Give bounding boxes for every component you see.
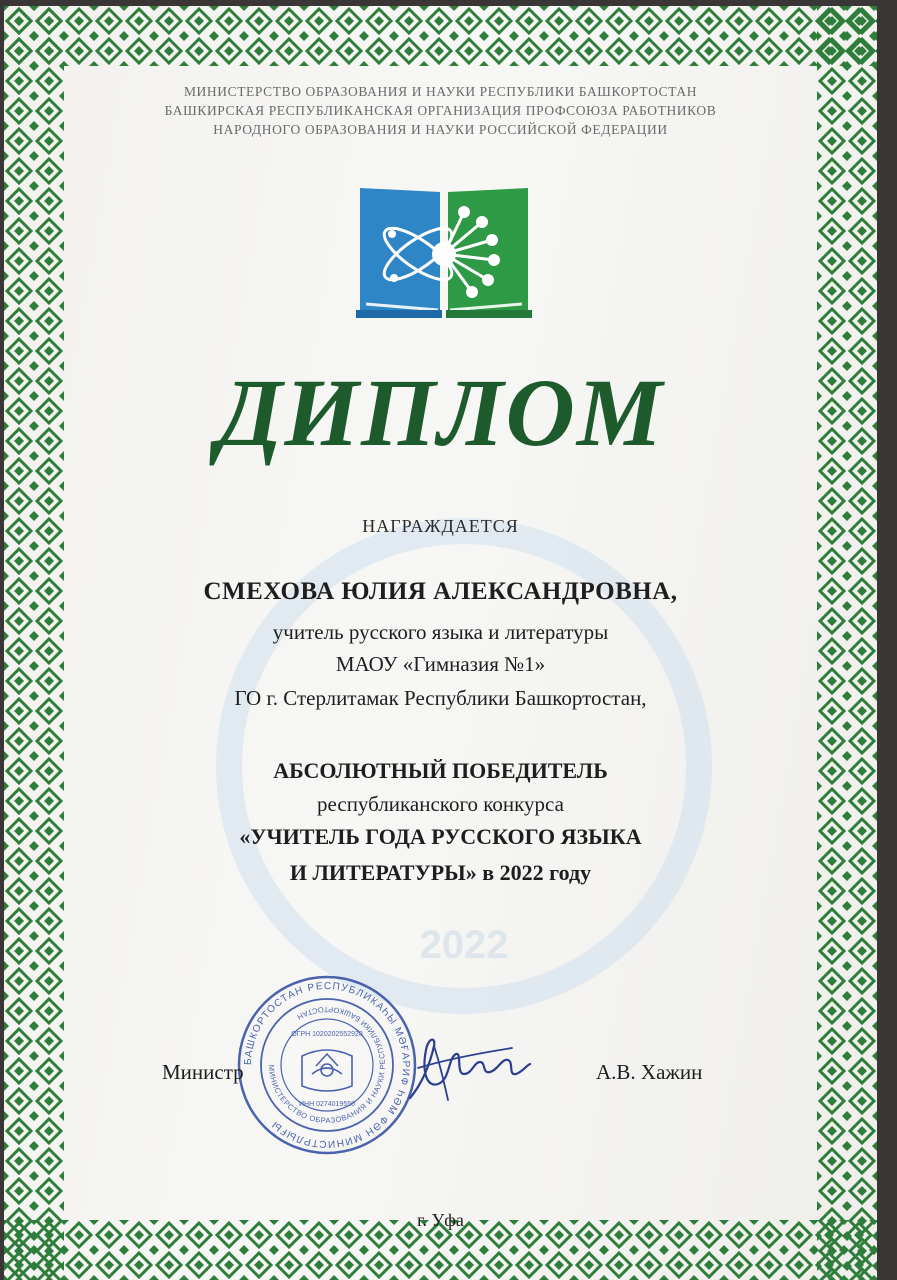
- diploma-title: ДИПЛОМ: [216, 359, 665, 466]
- recipient-location: ГО г. Стерлитамак Республики Башкортостан,: [234, 686, 647, 710]
- org-line-1: МИНИСТЕРСТВО ОБРАЗОВАНИЯ И НАУКИ РЕСПУБЛИКИ БАШКОРТОСТАН: [183, 84, 698, 99]
- ornament-border-top: [4, 6, 877, 66]
- signer-name: А.В. Хажин: [596, 1060, 703, 1084]
- seal-inner-text: МИНИСТЕРСТВО ОБРАЗОВАНИЯ И НАУКИ РЕСПУБЛИКИ БАШКОРТОСТАН: [266, 1004, 388, 1126]
- recipient-school: МАОУ «Гимназия №1»: [335, 652, 546, 676]
- org-line-2: БАШКИРСКАЯ РЕСПУБЛИКАНСКАЯ ОРГАНИЗАЦИЯ ПРОФСОЮЗА РАБОТНИКОВ: [164, 103, 717, 118]
- contest-name-line-2: И ЛИТЕРАТУРЫ» в 2022 году: [289, 860, 592, 885]
- watermark-year: 2022: [419, 923, 509, 967]
- ornament-border-left: [4, 6, 64, 1280]
- contest-name-line-1: «УЧИТЕЛЬ ГОДА РУССКОГО ЯЗЫКА: [239, 824, 642, 849]
- org-line-3: НАРОДНОГО ОБРАЗОВАНИЯ И НАУКИ РОССИЙСКОЙ ФЕДЕРАЦИИ: [213, 122, 668, 137]
- recipient-position: учитель русского языка и литературы: [272, 620, 609, 644]
- open-book-atom-icon: [352, 182, 536, 322]
- contest-intro: республиканского конкурса: [317, 792, 564, 816]
- seal-outer-text: БАШКОРТОСТАН РЕСПУБЛИКАҺЫ МӘҒАРИФ ҺӘМ ФӘН МИНИСТРЛЫҒЫ: [242, 980, 412, 1150]
- diploma-sheet: [4, 6, 877, 1280]
- awarded-label: НАГРАЖДАЕТСЯ: [362, 516, 519, 536]
- official-seal-icon: [236, 974, 418, 1156]
- issue-city: г. Уфа: [417, 1210, 464, 1230]
- handwritten-signature-icon: [404, 1024, 534, 1110]
- signature-role: Министр: [162, 1060, 244, 1084]
- seal-inn: ИНН 0274019550: [298, 1101, 356, 1108]
- ornament-border-right: [817, 6, 877, 1280]
- recipient-name: СМЕХОВА ЮЛИЯ АЛЕКСАНДРОВНА,: [203, 578, 678, 605]
- seal-ogrn: ОГРН 1020202552920: [291, 1031, 363, 1038]
- issuing-organizations: [84, 82, 797, 139]
- award-rank: АБСОЛЮТНЫЙ ПОБЕДИТЕЛЬ: [273, 758, 608, 783]
